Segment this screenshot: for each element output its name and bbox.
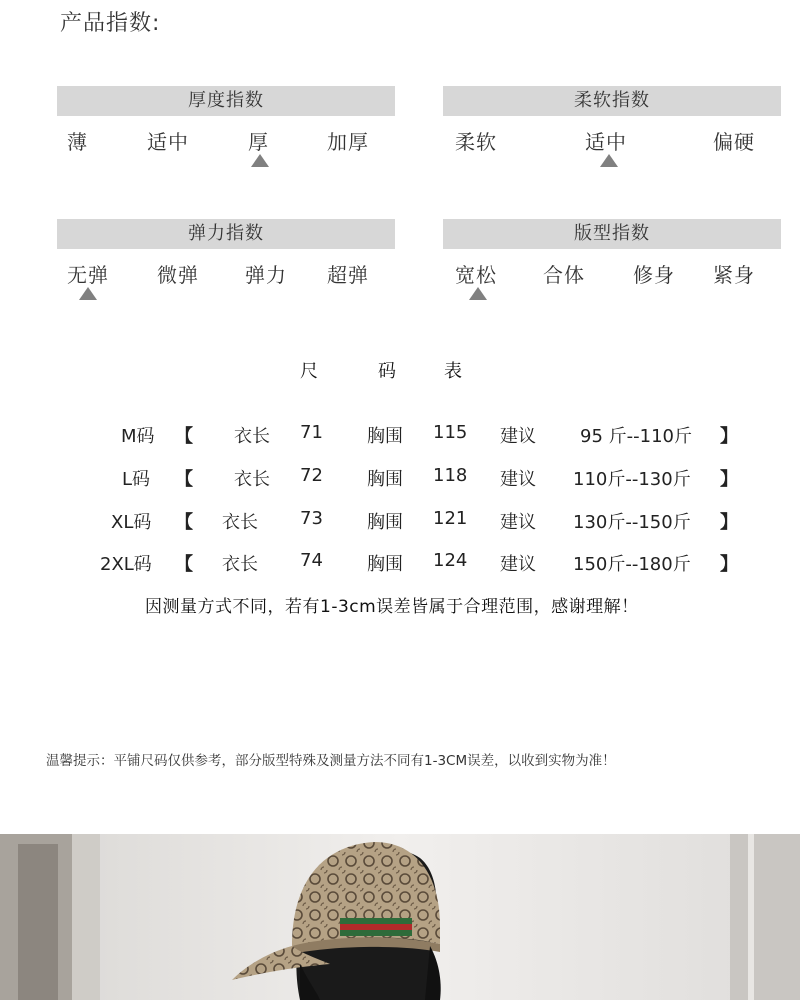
- size-label: 2XL码: [100, 554, 152, 575]
- size-row-m: [0, 422, 800, 450]
- measurement-note: 因测量方式不同，若有1-3cm误差皆属于合理范围，感谢理解！: [145, 597, 639, 617]
- size-label: XL码: [111, 512, 152, 533]
- elasticity-index: [57, 219, 395, 313]
- fit-option-slim: 修身: [633, 263, 675, 287]
- size-label: M码: [121, 426, 155, 447]
- chest-value: 115: [433, 422, 468, 443]
- suggest-label: 建议: [500, 512, 536, 533]
- softness-option-hard: 偏硬: [713, 130, 755, 154]
- suggest-label: 建议: [500, 554, 536, 575]
- suggest-label: 建议: [500, 469, 536, 490]
- thickness-index: [57, 86, 395, 180]
- fit-selected-marker-icon: [469, 287, 487, 300]
- open-bracket: 【: [175, 554, 193, 575]
- size-table-title-char: 码: [378, 361, 396, 382]
- length-value: 74: [300, 550, 323, 571]
- weight-range: 95 斤--110斤: [580, 426, 692, 447]
- softness-selected-marker-icon: [600, 154, 618, 167]
- length-value: 73: [300, 508, 323, 529]
- thickness-index-header: 厚度指数: [57, 86, 395, 116]
- chest-label: 胸围: [367, 512, 403, 533]
- elasticity-option-slight: 微弹: [157, 263, 199, 287]
- open-bracket: 【: [175, 426, 193, 447]
- size-table-title: [300, 357, 470, 385]
- softness-index-header: 柔软指数: [443, 86, 781, 116]
- softness-index: [443, 86, 781, 180]
- fit-index: [443, 219, 781, 313]
- elasticity-option-super: 超弹: [327, 263, 369, 287]
- weight-range: 110斤--130斤: [573, 469, 691, 490]
- length-value: 72: [300, 465, 323, 486]
- size-row-2xl: [0, 550, 800, 578]
- size-row-xl: [0, 508, 800, 536]
- product-index-title: 产品指数:: [60, 11, 161, 36]
- warm-tip-note: 温馨提示：平铺尺码仅供参考，部分版型特殊及测量方法不同有1-3CM误差，以收到实物为准！: [46, 753, 616, 769]
- elasticity-index-header: 弹力指数: [57, 219, 395, 249]
- softness-option-soft: 柔软: [455, 130, 497, 154]
- elasticity-selected-marker-icon: [79, 287, 97, 300]
- elasticity-option-none: 无弹: [67, 263, 109, 287]
- close-bracket: 】: [720, 554, 738, 575]
- size-table-title-char: 尺: [300, 361, 318, 382]
- open-bracket: 【: [175, 512, 193, 533]
- chest-label: 胸围: [367, 554, 403, 575]
- weight-range: 150斤--180斤: [573, 554, 691, 575]
- fit-option-tight: 紧身: [713, 263, 755, 287]
- length-label: 衣长: [222, 512, 258, 533]
- size-row-l: [0, 465, 800, 493]
- thickness-option-thick: 厚: [248, 130, 269, 154]
- close-bracket: 】: [720, 512, 738, 533]
- chest-value: 118: [433, 465, 468, 486]
- size-table-title-char: 表: [444, 361, 462, 382]
- fit-option-loose: 宽松: [455, 263, 497, 287]
- close-bracket: 】: [720, 426, 738, 447]
- suggest-label: 建议: [500, 426, 536, 447]
- chest-label: 胸围: [367, 469, 403, 490]
- chest-value: 124: [433, 550, 468, 571]
- elasticity-option-elastic: 弹力: [245, 263, 287, 287]
- length-value: 71: [300, 422, 323, 443]
- product-photo: [0, 834, 800, 1000]
- length-label: 衣长: [222, 554, 258, 575]
- fit-option-regular: 合体: [543, 263, 585, 287]
- fit-index-header: 版型指数: [443, 219, 781, 249]
- size-label: L码: [122, 469, 151, 490]
- weight-range: 130斤--150斤: [573, 512, 691, 533]
- thickness-option-extra-thick: 加厚: [327, 130, 369, 154]
- length-label: 衣长: [234, 426, 270, 447]
- close-bracket: 】: [720, 469, 738, 490]
- softness-option-medium: 适中: [585, 130, 627, 154]
- chest-value: 121: [433, 508, 468, 529]
- thickness-option-thin: 薄: [67, 130, 88, 154]
- open-bracket: 【: [175, 469, 193, 490]
- chest-label: 胸围: [367, 426, 403, 447]
- cap-photo-illustration: [0, 834, 800, 1000]
- thickness-selected-marker-icon: [251, 154, 269, 167]
- length-label: 衣长: [234, 469, 270, 490]
- thickness-option-medium: 适中: [147, 130, 189, 154]
